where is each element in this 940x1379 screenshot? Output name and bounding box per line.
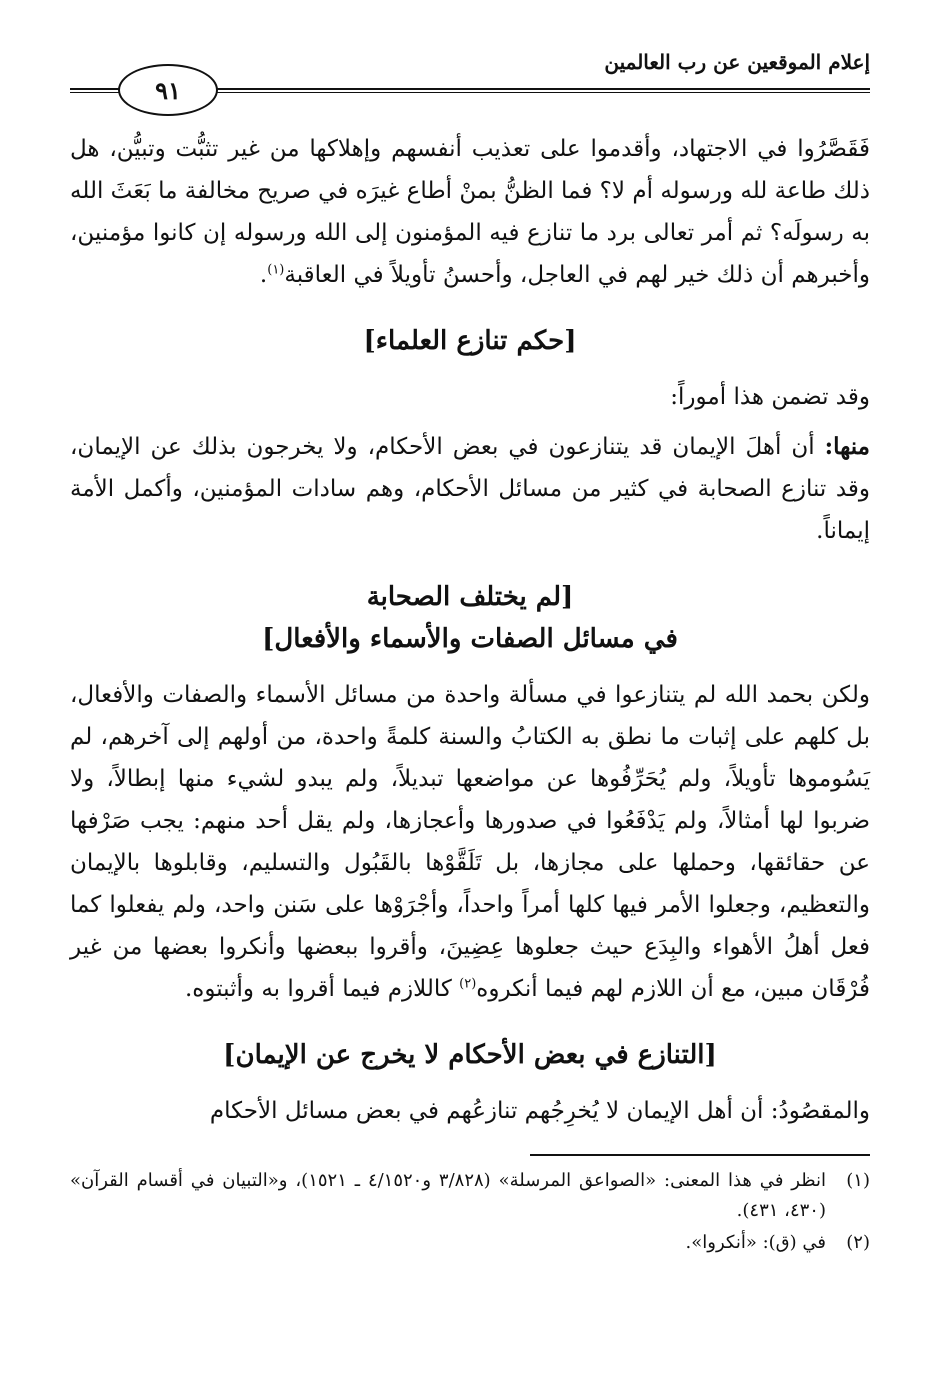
footnotes [70, 1166, 870, 1258]
section-heading: [التنازع في بعض الأحكام لا يخرج عن الإيمان] [223, 1040, 717, 1070]
footnote [70, 1166, 870, 1226]
paragraph-end: كاللازم فيما أقروا به وأثبتوه. [184, 976, 460, 1002]
lead-word: منها: [824, 433, 870, 460]
paragraph-2: وقد تضمن هذا أموراً: [670, 384, 870, 410]
section-heading: [حكم تنازع العلماء] [363, 326, 577, 356]
paragraph-text: ولكن بحمد الله لم يتنازعوا في مسألة واحدة من مسائل الأسماء والصفات والأفعال، بل كلهم على إثبات ما نطق به الكتابُ والسنة كلمةً واحدة، من أولهم إلى آخرهم، لم يَسُوموها تأويلاً، ولم يُحَرِّفُوها عن مواضعها تبديلاً، ولم يبدو لشيء منها إبطالاً، ولا ضربوا لها أمثالاً، ولم يَدْفَعُوا في صدورها وأعجازها، ولم يقل أحد منهم: يجب صَرْفها عن حقائقها، وحملها على مجازها، بل تَلَقَّوْها بالقَبُول والتسليم، وقابلوها بالإيمان والتعظيم، وجعلوا الأمر فيها كلها أمراً واحداً، وأجْرَوْها على سَنن واحد، ولم يفعلوا كما فعل أهلُ الأهواء والبِدَع حيث جعلوها عِضِينَ، وأقروا ببعضها وأنكروا بعضها من غير فُرْقَان مبين، مع أن اللازم لهم فيما أنكروه [70, 682, 870, 1002]
page-header [70, 40, 870, 105]
paragraph-text: فَقَصَّرُوا في الاجتهاد، وأقدموا على تعذيب أنفسهم وإهلاكها من غير تثبُّت وتبيُّن، هل ذلك طاعة لله ورسوله أم لا؟ فما الظنُّ بمنْ أطاع غيرَه في صريح مخالفة ما بَعَثَ الله به رسولَه؟ ثم أمر تعالى برد ما تنازع فيه المؤمنون إلى الله ورسوله إن كانوا مؤمنين، وأخبرهم أن ذلك خير لهم في العاجل، وأحسنُ تأويلاً في العاقبة [70, 136, 870, 288]
running-title: إعلام الموقعين عن رب العالمين [604, 50, 870, 74]
page-body [70, 128, 870, 1258]
paragraph-3 [70, 426, 870, 552]
section-heading [70, 576, 870, 660]
footnote-number: (١) [846, 1170, 870, 1191]
footnote-text: في (ق): «أنكروا». [685, 1232, 826, 1253]
paragraph-text: أن أهلَ الإيمان قد يتنازعون في بعض الأحكام، ولا يخرجون بذلك عن الإيمان، وقد تنازع الصحابة في كثير من مسائل الأحكام، وهم سادات المؤمنين، وأكمل الأمة إيماناً. [70, 434, 870, 544]
paragraph-5: والمقصُودُ: أن أهل الإيمان لا يُخرِجُهم تنازعُهم في بعض مسائل الأحكام [209, 1098, 870, 1124]
page-number: ٩١ [118, 64, 218, 116]
footnote-ref: (١) [267, 262, 285, 278]
footnote [70, 1228, 870, 1258]
footnote-text: انظر في هذا المعنى: «الصواعق المرسلة» (٣/٨٢٨ و٤/١٥٢٠ ـ ١٥٢١)، و«التبيان في أقسام القرآن» (٤٣٠، ٤٣١). [70, 1170, 827, 1221]
paragraph-1 [70, 128, 870, 296]
heading-line: [لم يختلف الصحابة [366, 582, 574, 612]
footnote-number: (٢) [846, 1232, 870, 1253]
book-page [70, 40, 870, 1260]
paragraph-end: . [259, 262, 268, 288]
footnote-rule [530, 1154, 870, 1156]
footnote-ref: (٢) [459, 976, 477, 992]
paragraph-4 [70, 674, 870, 1010]
heading-line: في مسائل الصفات والأسماء والأفعال] [262, 624, 678, 654]
